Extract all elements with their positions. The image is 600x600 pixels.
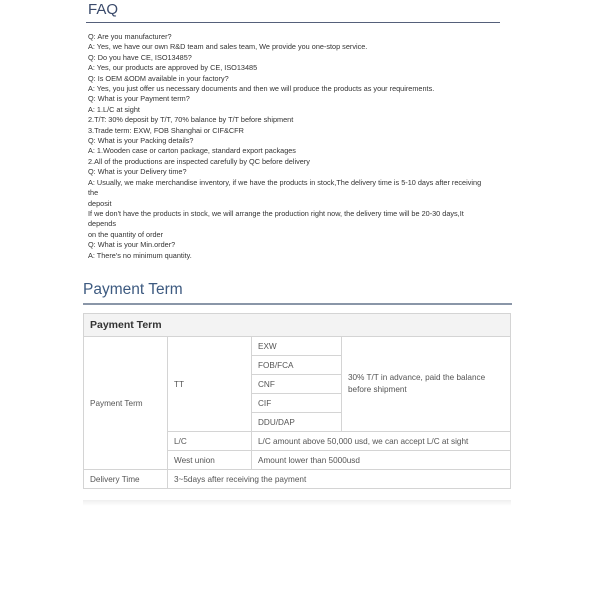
trade-term-cif: CIF: [252, 394, 342, 413]
faq-body: [88, 32, 503, 261]
faq-line: the: [88, 188, 99, 198]
faq-line: A: 1.L/C at sight: [88, 104, 140, 114]
west-union-note: Amount lower than 5000usd: [252, 451, 511, 470]
table-header: Payment Term: [84, 314, 511, 337]
faq-line: A: There's no minimum quantity.: [88, 250, 192, 260]
faq-line: depends: [88, 219, 116, 229]
trade-term-cnf: CNF: [252, 375, 342, 394]
faq-line: 2.All of the productions are inspected carefully by QC before delivery: [88, 156, 310, 166]
faq-line: 2.T/T: 30% deposit by T/T, 70% balance by T/T before shipment: [88, 115, 294, 125]
trade-term-ddu-dap: DDU/DAP: [252, 413, 342, 432]
trade-term-fob-fca: FOB/FCA: [252, 356, 342, 375]
west-union-label: West union: [168, 451, 252, 470]
faq-line: A: 1.Wooden case or carton package, standard export packages: [88, 146, 296, 156]
payment-term-table: [83, 313, 511, 489]
tt-note: 30% T/T in advance, paid the balance before shipment: [342, 337, 511, 432]
faq-line: A: Yes, our products are approved by CE, ISO13485: [88, 63, 258, 73]
faq-line: Q: What is your Packing details?: [88, 136, 194, 146]
faq-line: If we don't have the products in stock, we will arrange the production right now, the delivery time will be 20-30 days,It: [88, 208, 464, 218]
faq-line: 3.Trade term: EXW, FOB Shanghai or CIF&CFR: [88, 125, 244, 135]
faq-line: Q: What is your Payment term?: [88, 94, 190, 104]
lc-label: L/C: [168, 432, 252, 451]
faq-line: on the quantity of order: [88, 229, 164, 239]
payment-term-label: Payment Term: [84, 337, 168, 470]
lc-note: L/C amount above 50,000 usd, we can accept L/C at sight: [252, 432, 511, 451]
faq-title: FAQ: [88, 1, 119, 18]
tt-label: TT: [168, 337, 252, 432]
faq-line: A: Yes, we have our own R&D team and sales team, We provide you one-stop service.: [88, 42, 368, 52]
payment-section-title: Payment Term: [83, 281, 183, 298]
faq-line: Q: What is your Delivery time?: [88, 167, 187, 177]
delivery-time-label: Delivery Time: [84, 470, 168, 489]
faq-line: deposit: [88, 198, 112, 208]
payment-section-divider: [83, 303, 512, 305]
faq-line: Q: Do you have CE, ISO13485?: [88, 52, 192, 62]
faq-line: A: Yes, you just offer us necessary documents and then we will produce the products as your requirements.: [88, 84, 435, 94]
faq-line: A: Usually, we make merchandise inventory, if we have the products in stock,The delivery time is 5-10 days after receiving: [88, 177, 482, 187]
trade-term-exw: EXW: [252, 337, 342, 356]
table-bottom-shadow: [83, 500, 511, 506]
faq-divider: [86, 22, 500, 23]
faq-line: Q: Are you manufacturer?: [88, 32, 172, 41]
faq-line: Q: Is OEM &ODM available in your factory?: [88, 73, 229, 83]
faq-line: Q: What is your Min.order?: [88, 240, 176, 250]
delivery-time-note: 3~5days after receiving the payment: [168, 470, 511, 489]
